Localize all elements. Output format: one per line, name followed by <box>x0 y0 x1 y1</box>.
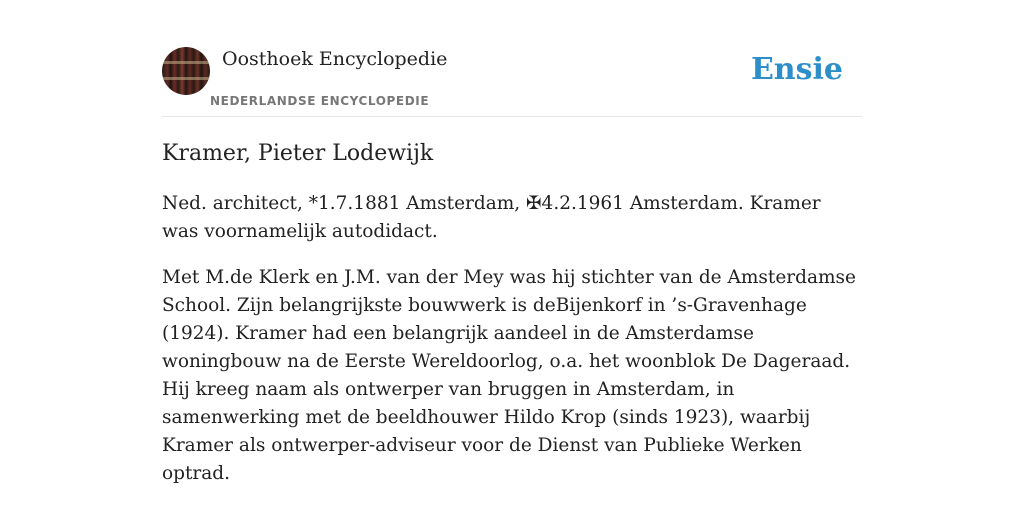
site-name[interactable]: Oosthoek Encyclopedie <box>222 48 448 70</box>
article-card <box>162 46 862 488</box>
article-title: Kramer, Pieter Lodewijk <box>162 141 434 166</box>
article-paragraph: Met M.de Klerk en J.M. van der Mey was hij stichter van de Amsterdamse School. Zijn belangrijkste bouwwerk is deBijenkorf in ’s-Gravenhage (1924). Kramer had een belangrijk aandeel in de Amsterdamse woningbouw na de Eerste Wereldoorlog, o.a. het woonblok De Dageraad. Hij kreeg naam als ontwerper van bruggen in Amsterdam, in samenwerking met de beeldhouwer Hildo Krop (sinds 1923), waarbij Kramer als ontwerper-adviseur voor de Dienst van Publieke Werken optrad. <box>162 267 856 484</box>
site-header <box>162 46 862 117</box>
site-subtitle: NEDERLANDSE ENCYCLOPEDIE <box>210 94 430 108</box>
ensie-logo[interactable]: Ensie <box>750 52 843 87</box>
book-shelf-icon[interactable] <box>162 47 210 95</box>
article-paragraph: Ned. architect, *1.7.1881 Amsterdam, ✠4.2.1961 Amsterdam. Kramer was voornamelijk autodidact. <box>162 193 821 242</box>
